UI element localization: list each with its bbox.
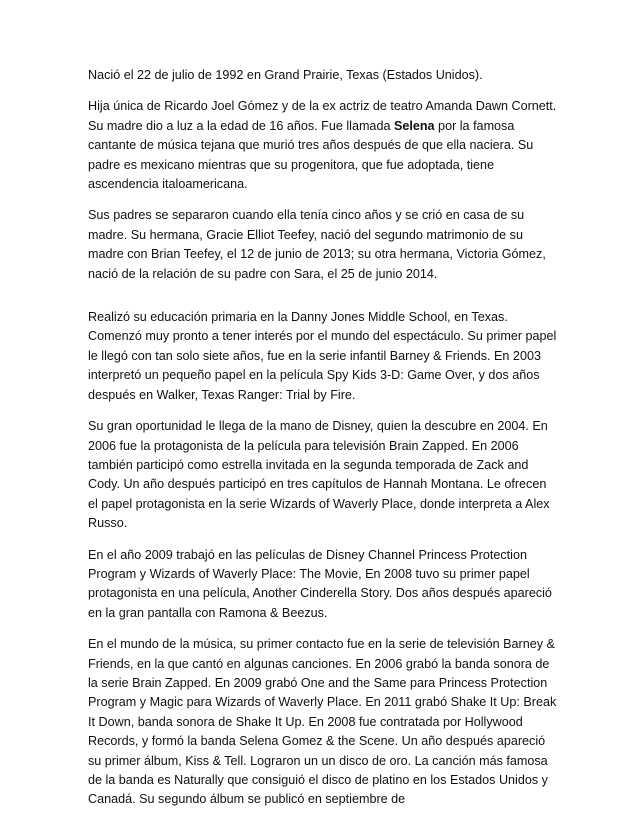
paragraph-films: En el año 2009 trabajó en las películas de Disney Channel Princess Protection Program y Wizards of Waverly Place: The Movie, En 2008 tuvo su primer papel protagonista en una película, Another Cinderella Story. Dos años después apareció en la gran pantalla con Ramona & Beezus. <box>88 547 552 620</box>
paragraph-family-origin-text-start: Hija única de Ricardo Joel Gómez y de la ex actriz de teatro Amanda Dawn Cornett. Su madre dio a luz a la edad de 16 años. Fue llamada <box>88 99 557 133</box>
paragraph-education-early-career: Realizó su educación primaria en la Danny Jones Middle School, en Texas. Comenzó muy pronto a tener interés por el mundo del espectáculo. Su primer papel le llegó con tan solo siete años, fue en la serie infantil Barney & Friends. En 2003 interpretó un pequeño papel en la película Spy Kids 3-D: Game Over, y dos años después en Walker, Texas Ranger: Trial by Fire. <box>88 310 557 402</box>
paragraph-disney-break: Su gran oportunidad le llega de la mano de Disney, quien la descubre en 2004. En 2006 fue la protagonista de la película para televisión Brain Zapped. En 2006 también participó como estrella invitada en la segunda temporada de Zack and Cody. Un año después participó en tres capítulos de Hannah Montana. Le ofrecen el papel protagonista en la serie Wizards of Waverly Place, donde interpreta a Alex Russo. <box>88 419 550 531</box>
paragraph-birth: Nació el 22 de julio de 1992 en Grand Prairie, Texas (Estados Unidos). <box>88 68 483 82</box>
bold-name-selena: Selena <box>393 118 435 133</box>
paragraph-family-origin-text-end: por la famosa cantante de música tejana que murió tres años después de que ella naciera. Su padre es mexicano mientras que su progenitora, que fue adoptada, tiene ascendencia italoamericana. <box>88 118 534 192</box>
paragraph-family-origin <box>88 97 558 194</box>
paragraph-music: En el mundo de la música, su primer contacto fue en la serie de televisión Barney & Friends, en la que cantó en algunas canciones. En 2006 grabó la banda sonora de la serie Brain Zapped. En 2009 grabó One and the Same para Princess Protection Program y Magic para Wizards of Waverly Place. En 2011 grabó Shake It Up: Break It Down, banda sonora de Shake It Up. En 2008 fue contratada por Hollywood Records, y formó la banda Selena Gomez & the Scene. Un año después apareció su primer álbum, Kiss & Tell. Lograron un un disco de oro. La canción más famosa de la banda es Naturally que consiguió el disco de platino en los Estados Unidos y Canadá. Su segundo álbum se publicó en septiembre de <box>88 637 557 807</box>
paragraph-parents-siblings: Sus padres se separaron cuando ella tenía cinco años y se crió en casa de su madre. Su hermana, Gracie Elliot Teefey, nació del segundo matrimonio de su madre con Brian Teefey, el 12 de junio de 2013; su otra hermana, Victoria Gómez, nació de la relación de su padre con Sara, el 25 de junio 2014. <box>88 208 546 281</box>
document-page <box>88 66 558 822</box>
